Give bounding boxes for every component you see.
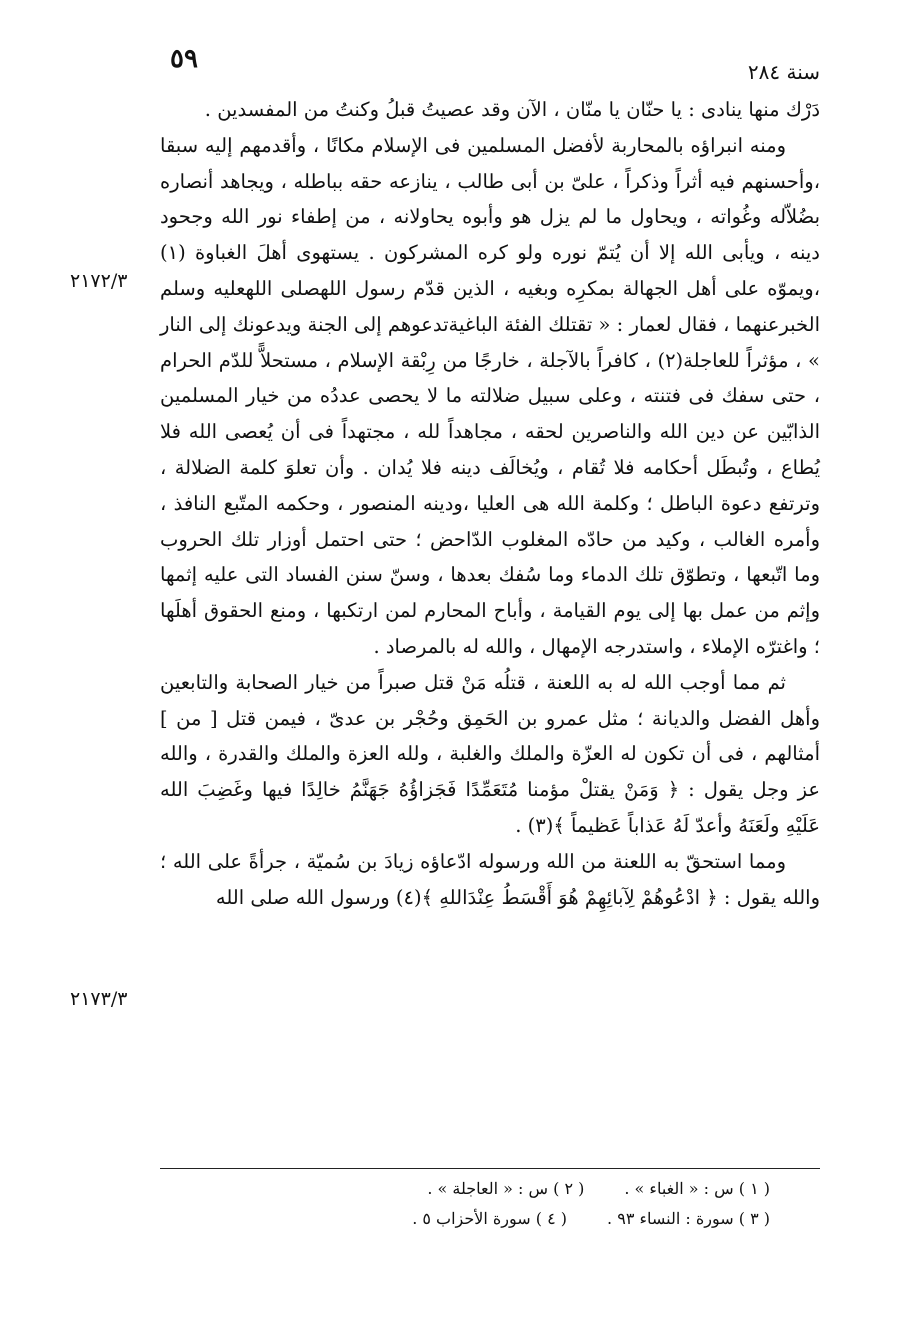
paragraph: ومنه انبراؤه بالمحاربة لأفضل المسلمين فى الإسلام مكانًا ، وأقدمهم إليه سبقا ،وأحسنهم فيه أثراً وذكراً ، علىّ بن أبى طالب ، ينازعه حقه بباطله ، ويجاهد أنصاره بضُلاّله وغُواته ، ويحاول ما لم يزل هو وأبوه يحاولانه ، من إطفاء نور الله وجحود دينه ، ويأبى الله إلا أن يُتمّ نوره ولو كره المشركون . يستهوى أهلَ الغباوة (١) ،ويموّه على أهل الجهالة بمكرِه وبغيه ، الذين قدّم رسول اللهصلى اللهعليه وسلم الخبرعنهما ، فقال لعمار : « تقتلك الفئة الباغيةتدعوهم إلى الجنة ويدعونك إلى النار » ، مؤثراً للعاجلة(٢) ، كافراً بالآجلة ، خارجًا من رِبْقة الإسلام ، مستحلاًّ للدّم الحرام ، حتى سفك فى فتنته ، وعلى سبيل ضلالته ما لا يحصى عددُه من خيار المسلمين الذابّين عن دين الله والناصرين لحقه ، مجاهداً لله ، مجتهداً فى أن يُعصى الله فلا يُطاع ، وتُبطَل أحكامه فلا تُقام ، ويُخالَف دينه فلا يُدان . وأن تعلوَ كلمة الضلالة ، وترتفع دعوة الباطل ؛ وكلمة الله هى العليا ،ودينه المنصور ، وحكمه المتّبع النافذ ، وأمره الغالب ، وكيد من حادّه المغلوب الدّاحض ؛ حتى احتمل أوزار تلك الحروب وما اتّبعها ، وتطوّق تلك الدماء وما سُفك بعدها ، وسنّ سنن الفساد التى عليه إثمها وإثم من عمل بها إلى يوم القيامة ، وأباح المحارم لمن ارتكبها ، ومنع الحقوق أهلَها ؛ واغترّه الإملاء ، واستدرجه الإمهال ، والله له بالمرصاد . (160, 133, 820, 658)
footnote: ( ٣ ) سورة : النساء ٩٣ . (607, 1209, 770, 1228)
footnote: ( ١ ) س : « الغباء » . (624, 1179, 770, 1198)
page-number: ٥٩ (170, 44, 198, 74)
footnote: ( ٤ ) سورة الأحزاب ٥ . (412, 1209, 568, 1228)
year-header: سنة ٢٨٤ (747, 60, 820, 84)
footnote: ( ٢ ) س : « العاجلة » . (427, 1179, 585, 1198)
footnotes (160, 1174, 770, 1234)
main-text (160, 92, 820, 915)
footnote-line (160, 1174, 770, 1204)
footnote-divider (160, 1168, 820, 1169)
paragraph: ثم مما أوجب الله له به اللعنة ، قتلُه مَنْ قتل صبراً من خيار الصحابة والتابعين وأهل الفضل والديانة ؛ مثل عمرو بن الحَمِق وحُجْر بن عدىّ ، فيمن قتل [ من ] أمثالهم ، فى أن تكون له العزّة والملك والغلبة ، ولله العزة والملك والقدرة ، والله عز وجل يقول : ﴿ وَمَنْ يقتلْ مؤمنا مُتَعَمِّدًا فَجَزاؤُهُ جَهَنَّمُ خالِدًا فيها وغَضِبَ الله عَلَيْهِ ولَعَنَهُ وأعدّ لَهُ عَذاباً عَظيماً ﴾(٣) . (160, 670, 820, 837)
footnote-line (160, 1204, 770, 1234)
paragraph: دَرْك منها ينادى : يا حنّان يا منّان ، الآن وقد عصيتُ قبلُ وكنتُ من المفسدين . (204, 98, 820, 121)
paragraph: ومما استحقّ به اللعنة من الله ورسوله ادّعاؤه زيادَ بن سُميّة ، جرأةً على الله ؛ والله يقول : ﴿ ادْعُوهُمْ لِآبائِهِمْ هُوَ أَقْسَطُ عِنْدَاللهِ ﴾(٤) ورسول الله صلى الله (160, 849, 820, 909)
margin-reference: ٢١٧٢/٣ (70, 270, 128, 292)
margin-reference: ٢١٧٣/٣ (70, 988, 128, 1010)
